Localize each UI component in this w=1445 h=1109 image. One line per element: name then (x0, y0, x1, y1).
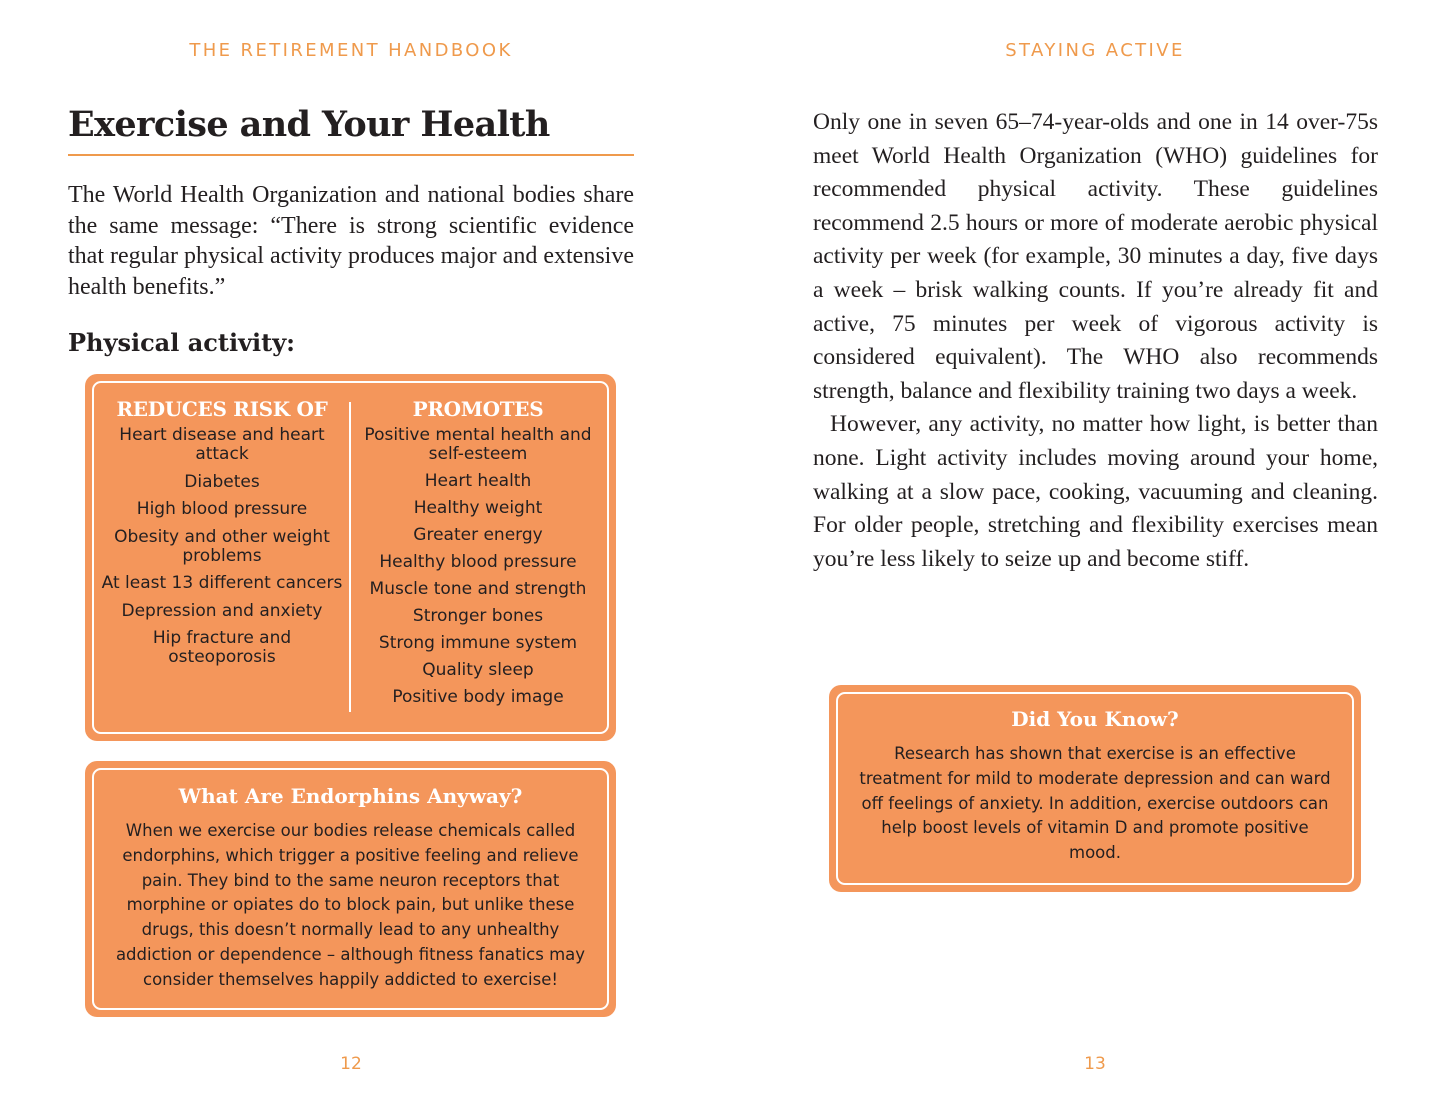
reduces-risk-title: REDUCES RISK OF (116, 397, 328, 421)
endorphins-box (85, 761, 616, 1017)
list-item: Positive body image (392, 687, 564, 707)
title-divider (68, 154, 634, 156)
list-item: Quality sleep (422, 660, 534, 680)
promotes-list (357, 426, 599, 707)
endorphins-text: When we exercise our bodies release chemicals called endorphins, which trigger a positive feeling and relieve pain. They bind to the same neuron receptors that morphine or opiates do to block pain, but unlike these drugs, this doesn’t normally lead to any unhealthy addiction or dependence – although fitness fanatics may consider themselves happily addicted to exercise! (115, 821, 586, 989)
did-you-know-text: Research has shown that exercise is an effective treatment for mild to moderate depression and can ward off feelings of anxiety. In addition, exercise outdoors can help boost levels of vitamin D and promote positive mood. (859, 744, 1331, 863)
list-item: At least 13 different cancers (101, 573, 343, 593)
did-you-know-title: Did You Know? (1011, 707, 1179, 731)
list-item: Muscle tone and strength (369, 579, 587, 599)
list-item: Obesity and other weight problems (114, 526, 330, 566)
did-you-know-box (829, 685, 1361, 892)
reduces-risk-list (97, 426, 347, 667)
list-item: Strong immune system (378, 633, 578, 653)
reduces-risk-column (97, 394, 347, 676)
page-number-left: 12 (340, 1054, 362, 1074)
list-item: Hip fracture and osteoporosis (152, 628, 292, 667)
list-item: Healthy weight (413, 498, 543, 518)
list-item: High blood pressure (136, 499, 308, 519)
list-item: Depression and anxiety (121, 600, 323, 621)
list-item: Positive mental health and self-esteem (364, 425, 592, 464)
running-head-right: STAYING ACTIVE (1005, 40, 1185, 61)
list-item: Stronger bones (412, 606, 544, 626)
left-page (0, 0, 722, 1109)
running-head-left: THE RETIREMENT HANDBOOK (189, 40, 513, 61)
body-paragraph: Only one in seven 65–74-year-olds and one in 14 over-75s meet World Health Organization (WHO) guidelines for recommended physical activity. These guidelines recommend 2.5 hours or more of moderate aerobic physical activity per week (for example, 30 minutes a day, five days a week – brisk walking counts. If you’re already fit and active, 75 minutes per week of vigorous activity is considered equivalent). The WHO also recommends strength, balance and flexibility training two days a week. (813, 109, 1378, 404)
page-title: Exercise and Your Health (68, 104, 550, 145)
list-item: Greater energy (413, 525, 543, 545)
column-divider (349, 402, 351, 712)
list-item: Heart health (424, 471, 532, 491)
right-page (722, 0, 1445, 1109)
risk-promotes-box (85, 374, 616, 741)
list-item: Healthy blood pressure (379, 552, 577, 572)
endorphins-title: What Are Endorphins Anyway? (178, 784, 523, 808)
list-item: Diabetes (184, 471, 260, 492)
body-text (813, 106, 1378, 576)
intro-paragraph: The World Health Organization and national bodies share the same message: “There is strong scientific evidence that regular physical activity produces major and extensive health benefits.” (68, 182, 634, 300)
promotes-column (357, 394, 599, 715)
page-number-right: 13 (1084, 1054, 1106, 1074)
list-item: Heart disease and heart attack (119, 425, 325, 464)
physical-activity-subhead: Physical activity: (68, 328, 296, 357)
promotes-title: PROMOTES (412, 397, 544, 421)
body-paragraph: However, any activity, no matter how light, is better than none. Light activity includes moving around your home, walking at a slow pace, cooking, vacuuming and cleaning. For older people, stretching and flexibility exercises mean you’re less likely to seize up and become stiff. (813, 411, 1378, 572)
